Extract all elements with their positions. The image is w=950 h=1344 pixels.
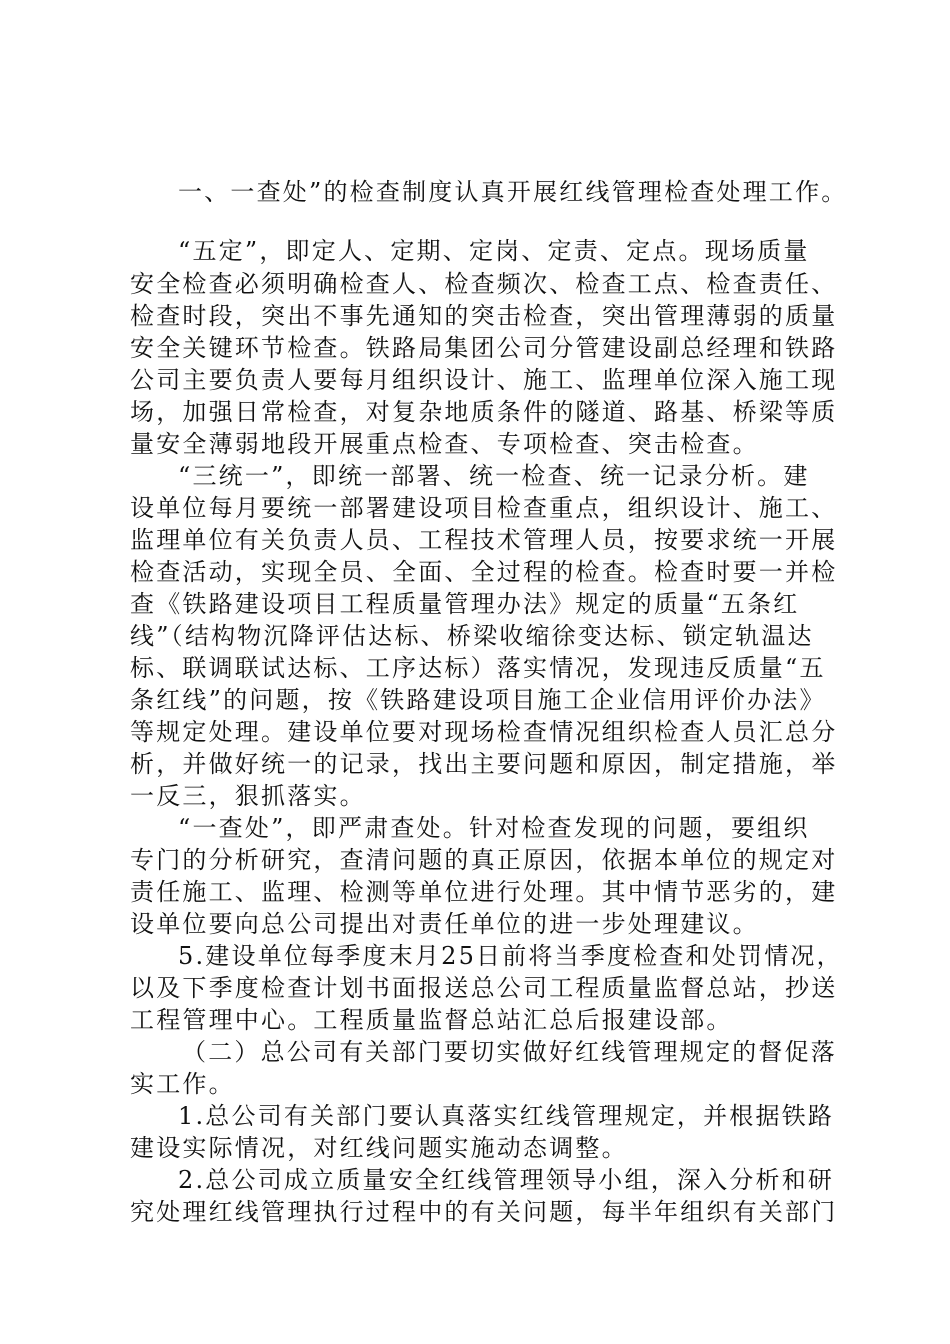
paragraph-line: 条红线”的问题，按《铁路建设项目施工企业信用评价办法》 [130,686,826,714]
paragraph-line: 责任施工、监理、检测等单位进行处理。其中情节恶劣的，建 [130,878,838,906]
paragraph-line: 一反三，狠抓落实。 [130,782,366,810]
paragraph-line: “一查处”，即严肃查处。针对检查发现的问题，要组织 [178,814,810,842]
paragraph-line: 实工作。 [130,1070,235,1098]
paragraph-line: 专门的分析研究，查清问题的真正原因，依据本单位的规定对 [130,846,838,874]
paragraph-line: “三统一”，即统一部署、统一检查、统一记录分析。建 [178,462,810,490]
paragraph-line: 检查活动，实现全员、全面、全过程的检查。检查时要一并检 [130,558,838,586]
paragraph-line: 工程管理中心。工程质量监督总站汇总后报建设部。 [130,1006,733,1034]
paragraph-line: “五定”，即定人、定期、定岗、定责、定点。现场质量 [178,237,810,265]
paragraph-line: 2.总公司成立质量安全红线管理领导小组，深入分析和研 [178,1166,835,1194]
paragraph-line: 场，加强日常检查，对复杂地质条件的隧道、路基、桥梁等质 [130,398,838,426]
paragraph-line: 安全检查必须明确检查人、检查频次、检查工点、检查责任、 [130,270,838,298]
section-heading: 一、一查处”的检查制度认真开展红线管理检查处理工作。 [178,178,848,206]
paragraph-line: 公司主要负责人要每月组织设计、施工、监理单位深入施工现 [130,366,838,394]
paragraph-line: 5.建设单位每季度末月25日前将当季度检查和处罚情况， [178,942,843,970]
paragraph-line: 究处理红线管理执行过程中的有关问题，每半年组织有关部门 [130,1198,838,1226]
paragraph-line: 标、联调联试达标、工序达标）落实情况，发现违反质量“五 [130,654,826,682]
paragraph-line: 安全关键环节检查。铁路局集团公司分管建设副总经理和铁路 [130,334,838,362]
paragraph-line: 设单位每月要统一部署建设项目检查重点，组织设计、施工、 [130,494,838,522]
paragraph-line: 线”（结构物沉降评估达标、桥梁收缩徐变达标、锁定轨温达 [130,622,814,650]
paragraph-line: 查《铁路建设项目工程质量管理办法》规定的质量“五条红 [130,590,800,618]
paragraph-line: 监理单位有关负责人员、工程技术管理人员，按要求统一开展 [130,526,838,554]
paragraph-line: 检查时段，突出不事先通知的突击检查，突出管理薄弱的质量 [130,302,838,330]
paragraph-line: 设单位要向总公司提出对责任单位的进一步处理建议。 [130,910,759,938]
subsection-heading: （二）总公司有关部门要切实做好红线管理规定的督促落 [182,1038,837,1066]
paragraph-line: 等规定处理。建设单位要对现场检查情况组织检查人员汇总分 [130,718,838,746]
paragraph-line: 1.总公司有关部门要认真落实红线管理规定，并根据铁路 [178,1102,835,1130]
paragraph-line: 以及下季度检查计划书面报送总公司工程质量监督总站，抄送 [130,974,838,1002]
paragraph-line: 量安全薄弱地段开展重点检查、专项检查、突击检查。 [130,430,759,458]
paragraph-line: 建设实际情况，对红线问题实施动态调整。 [130,1134,628,1162]
paragraph-line: 析，并做好统一的记录，找出主要问题和原因，制定措施，举 [130,750,838,778]
